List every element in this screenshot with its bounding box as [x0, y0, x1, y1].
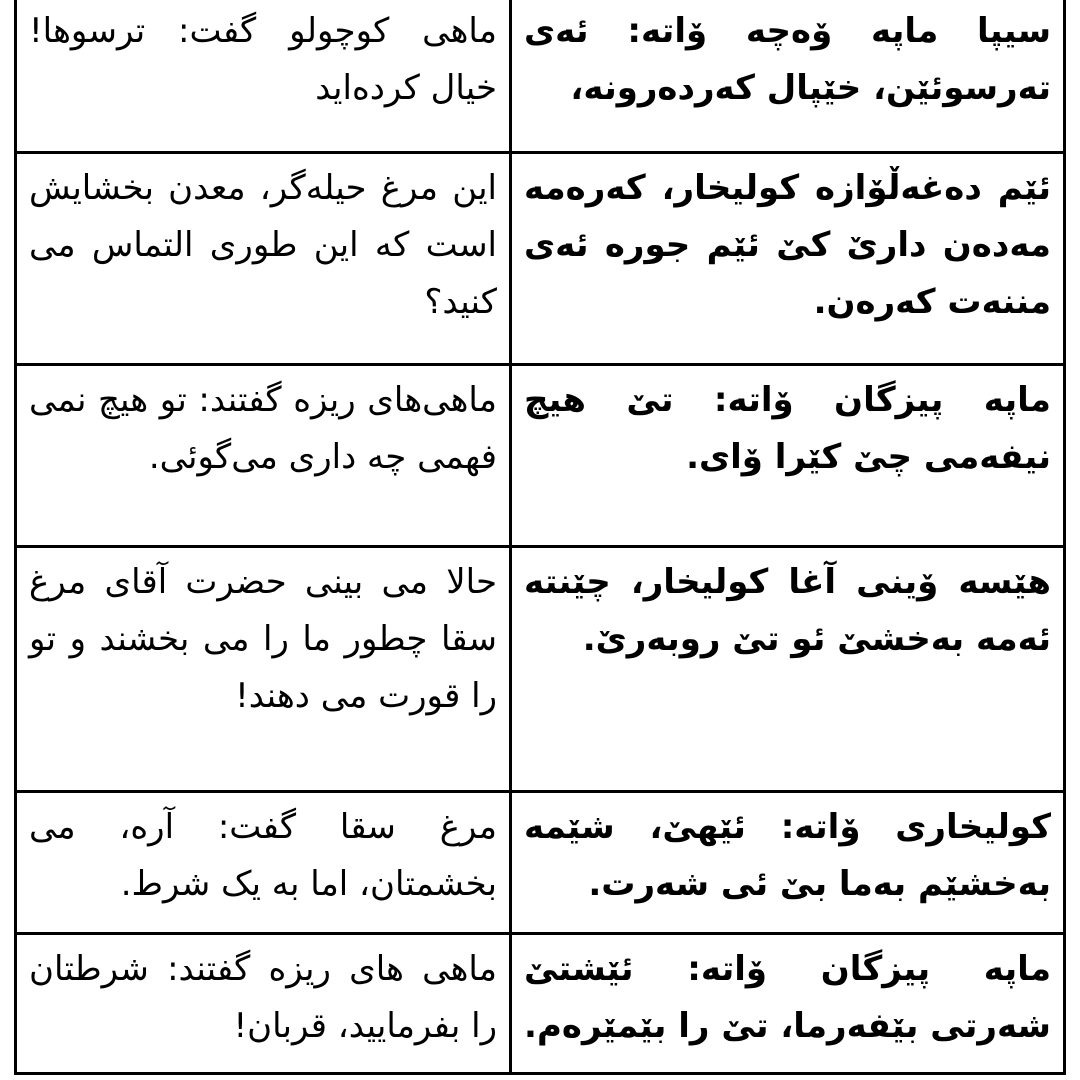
persian-cell: ماهی های ریزه گفتند: شرطتان را بفرمایید، قربان! [16, 934, 511, 1074]
bilingual-table [14, 0, 1066, 1075]
table-row [16, 934, 1065, 1074]
persian-cell: ماهی‌های ریزه گفتند: تو هیچ نمی فهمی چه داری می‌گوئی. [16, 365, 511, 547]
kurdish-cell: ماپە پیزگان ۆاتە: ئێشتێ شەرتی بێفەرما، تێ را بێمێرەم. [511, 934, 1065, 1074]
kurdish-cell: سیپا ماپه ۆەچە ۆاتە: ئەی تەرسوئێن، خێپال کەردەرونە، [511, 0, 1065, 153]
persian-cell: حالا می بینی حضرت آقای مرغ سقا چطور ما را می بخشند و تو را قورت می دهند! [16, 547, 511, 792]
kurdish-cell: کولیخاری ۆاتە: ئێهێ، شێمە بەخشێم بەما بێ ئی شەرت. [511, 792, 1065, 934]
kurdish-cell: ماپە پیزگان ۆاتە: تێ هیچ نیفەمی چێ کێرا ۆای. [511, 365, 1065, 547]
table-row [16, 153, 1065, 365]
kurdish-cell: ئێم دەغەڵۆازە کولیخار، کەرەمە مەدەن دارێ کێ ئێم جورە ئەی مننەت کەرەن. [511, 153, 1065, 365]
persian-cell: ماهی کوچولو گفت: ترسوها! خیال کرده‌اید [16, 0, 511, 153]
table-row [16, 0, 1065, 153]
table-row [16, 792, 1065, 934]
table-row [16, 365, 1065, 547]
persian-cell: مرغ سقا گفت: آره، می بخشمتان، اما به یک شرط. [16, 792, 511, 934]
table-row [16, 547, 1065, 792]
kurdish-cell: هێسە ۆینی آغا کولیخار، چێنتە ئەمە بەخشێ ئو تێ روبەرێ. [511, 547, 1065, 792]
persian-cell: این مرغ حیله‌گر، معدن بخشایش است که این طوری التماس می کنید؟ [16, 153, 511, 365]
